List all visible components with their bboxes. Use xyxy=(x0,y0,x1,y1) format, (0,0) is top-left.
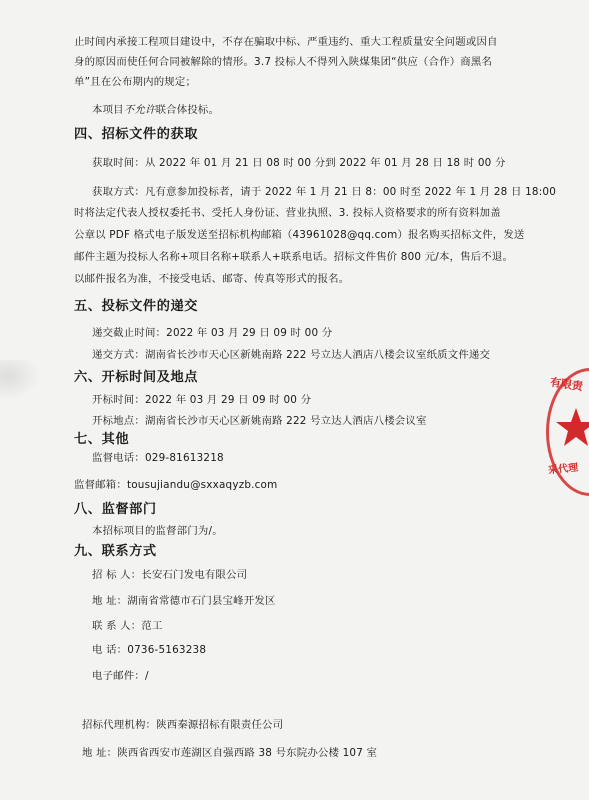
tenderer-name: 招 标 人：长安石门发电有限公司 xyxy=(92,569,248,581)
paragraph-line: 单”且在公布期内的规定； xyxy=(74,76,197,88)
contact-phone: 电 话：0736-5163238 xyxy=(92,644,207,656)
agency-name: 招标代理机构：陕西秦源招标有限责任公司 xyxy=(82,719,284,731)
submission-deadline: 递交截止时间：2022 年 03 月 29 日 09 时 00 分 xyxy=(92,327,333,339)
contact-email: 电子邮件：/ xyxy=(92,670,149,682)
section-heading: 九、联系方式 xyxy=(74,544,157,559)
agency-address: 地 址：陕西省西安市莲湖区自强西路 38 号东院办公楼 107 室 xyxy=(82,747,378,759)
acquisition-method: 以邮件报名为准，不接受电话、邮寄、传真等形式的报名。 xyxy=(74,273,350,285)
tenderer-address: 地 址：湖南省常德市石门县宝峰开发区 xyxy=(92,595,276,607)
acquisition-method: 邮件主题为投标人名称+项目名称+联系人+联系电话。招标文件售价 800 元/本，售后不退。 xyxy=(74,251,514,263)
acquisition-method: 公章以 PDF 格式电子版发送至招标机构邮箱（43961028@qq.com）报名购买招标文件，发送 xyxy=(74,229,525,241)
opening-time: 开标时间：2022 年 03 月 29 日 09 时 00 分 xyxy=(92,394,312,406)
acquisition-method: 时将法定代表人授权委托书、受托人身份证、营业执照、3. 投标人资格要求的所有资料加盖 xyxy=(74,207,501,219)
supervision-dept: 本招标项目的监督部门为/。 xyxy=(92,525,223,537)
star-icon xyxy=(554,406,589,450)
seal-text: 采代理 xyxy=(547,462,579,477)
consortium-note xyxy=(92,103,219,117)
seal-text: 有限责 xyxy=(549,375,584,394)
supervision-email: 监督邮箱：tousujiandu@sxxaqyzb.com xyxy=(74,479,278,491)
section-heading: 四、招标文件的获取 xyxy=(74,127,199,142)
scan-smudge xyxy=(0,360,40,400)
acquisition-method: 获取方式：凡有意参加投标者，请于 2022 年 1 月 21 日 8：00 时至 2022 年 1 月 28 日 18:00 xyxy=(92,186,557,198)
section-heading: 七、其他 xyxy=(74,432,130,447)
section-heading: 五、投标文件的递交 xyxy=(74,299,199,314)
section-heading: 八、监督部门 xyxy=(74,502,157,517)
note-emphasis: 不允许 xyxy=(123,104,156,116)
paragraph-line: 身的原因而使任何合同被解除的情形。3.7 投标人不得列入陕煤集团“供应（合作）商黑名 xyxy=(74,56,493,68)
submission-method: 递交方式：湖南省长沙市天心区新姚南路 222 号立达人酒店八楼会议室纸质文件递交 xyxy=(92,349,491,361)
note-text: 本项目 xyxy=(92,104,124,116)
contact-person: 联 系 人：范工 xyxy=(92,620,163,632)
note-text: 联合体投标。 xyxy=(155,104,220,116)
company-seal xyxy=(546,368,589,498)
opening-place: 开标地点：湖南省长沙市天心区新姚南路 222 号立达人酒店八楼会议室 xyxy=(92,415,427,427)
paragraph-line: 止时间内承接工程项目建设中，不存在骗取中标、严重违约、重大工程质量安全问题或因自 xyxy=(74,36,498,48)
section-heading: 六、开标时间及地点 xyxy=(74,370,199,385)
acquisition-time: 获取时间：从 2022 年 01 月 21 日 08 时 00 分到 2022 年 01 月 28 日 18 时 00 分 xyxy=(92,157,506,169)
supervision-phone: 监督电话：029-81613218 xyxy=(92,452,224,464)
